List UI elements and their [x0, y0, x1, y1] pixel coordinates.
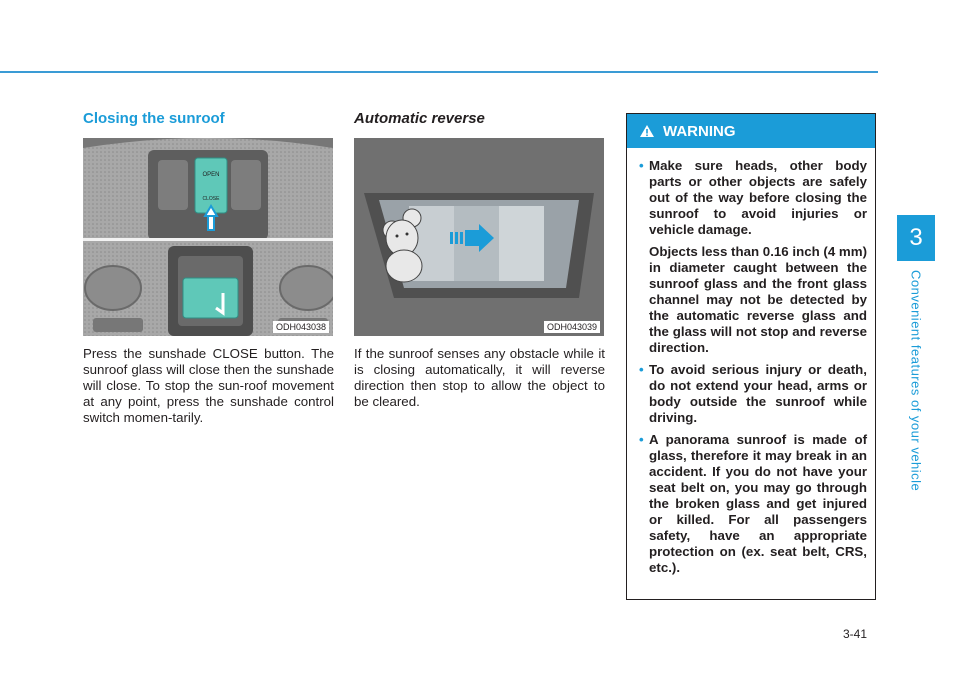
figure-automatic-reverse: [354, 138, 604, 336]
warning-triangle-icon: [639, 124, 655, 138]
warning-item-text: To avoid serious injury or death, do not extend your head, arms or body outside the sunroof while driving.: [649, 362, 867, 425]
body-text-reverse: If the sunroof senses any obstacle while it is closing automatically, it will reverse direction then stop to allow the object to be cleared.: [354, 346, 605, 409]
warning-box: [626, 113, 876, 600]
body-text-closing: Press the sunshade CLOSE button. The sunroof glass will close then the sunshade will close. To stop the sun-roof movement at any point, press the sunshade control switch momen-tarily.: [83, 346, 334, 425]
section-title-closing: Closing the sunroof: [83, 110, 225, 127]
bullet-icon: •: [639, 158, 644, 173]
warning-item-text: A panorama sunroof is made of glass, therefore it may break in an accident. If you do not have your seat belt on, you may go through the broken glass and get injured or killed. For all passengers safety, have an appropriate protection on (ex. seat belt, CRS, etc.).: [649, 432, 867, 575]
warning-item-text: Make sure heads, other body parts or other objects are safely out of the way before closing the sunroof to avoid injuries or vehicle damage.: [649, 158, 867, 237]
warning-item: [639, 432, 867, 576]
open-label: OPEN: [202, 172, 220, 178]
chapter-title: Convenient features of your vehicle: [908, 270, 924, 492]
figure-sunroof-switch: [83, 138, 333, 336]
close-label: CLOSE: [202, 196, 220, 202]
sunroof-switch-illustration: [83, 138, 333, 336]
bullet-icon: •: [639, 432, 644, 447]
warning-item-extra: Objects less than 0.16 inch (4 mm) in diameter caught between the sunroof glass and the front glass channel may not be detected by the automatic reverse glass and the glass will not stop and reverse direction.: [649, 244, 867, 355]
page-number: 3-41: [843, 627, 868, 641]
chapter-number-tab: 3: [897, 215, 935, 261]
warning-list: [627, 148, 875, 576]
header-rule: [0, 71, 878, 73]
warning-item: [639, 158, 867, 356]
auto-reverse-illustration: [354, 138, 604, 336]
warning-header: [627, 114, 875, 148]
warning-item: [639, 362, 867, 426]
figure-code: ODH043038: [273, 321, 329, 333]
warning-title: WARNING: [663, 122, 736, 140]
bullet-icon: •: [639, 362, 644, 377]
section-title-reverse: Automatic reverse: [354, 110, 485, 127]
figure-code: ODH043039: [544, 321, 600, 333]
